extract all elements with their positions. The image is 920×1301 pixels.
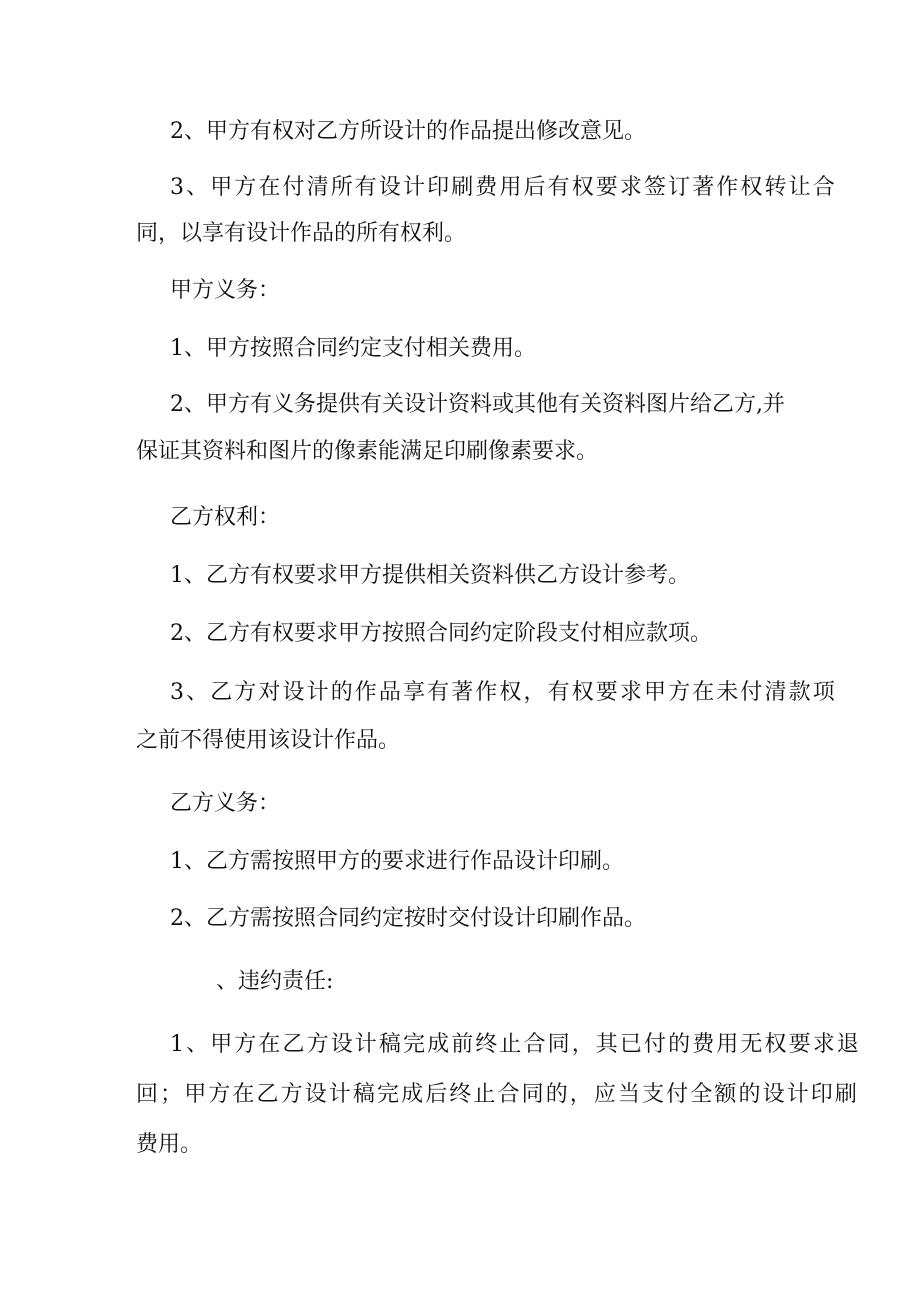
section-heading-breach-liability: 、违约责任: bbox=[216, 969, 334, 994]
right-3-copyright-line-2: 同，以享有设计作品的所有权利。 bbox=[136, 221, 467, 246]
section-heading-party-a-obligations: 甲方义务： bbox=[170, 278, 281, 303]
b-right-2-payment-line: 2、乙方有权要求甲方按照合同约定阶段支付相应款项。 bbox=[170, 621, 712, 646]
liability-1-line-2: 回；甲方在乙方设计稿完成后终止合同的，应当支付全额的设计印刷 bbox=[136, 1082, 860, 1107]
obligation-2-materials-line-2: 保证其资料和图片的像素能满足印刷像素要求。 bbox=[136, 439, 599, 464]
section-heading-party-b-rights: 乙方权利： bbox=[170, 505, 281, 530]
right-3-copyright-line-1: 3、甲方在付清所有设计印刷费用后有权要求签订著作权转让合 bbox=[170, 175, 837, 200]
right-2-modification-line: 2、甲方有权对乙方所设计的作品提出修改意见。 bbox=[170, 119, 646, 144]
b-right-3-copyright-line-2: 之前不得使用该设计作品。 bbox=[136, 728, 401, 753]
obligation-1-payment-line: 1、甲方按照合同约定支付相关费用。 bbox=[170, 336, 536, 361]
section-heading-party-b-obligations: 乙方义务： bbox=[170, 791, 281, 816]
liability-1-line-3: 费用。 bbox=[136, 1132, 203, 1157]
b-obligation-2-delivery-line: 2、乙方需按照合同约定按时交付设计印刷作品。 bbox=[170, 906, 646, 931]
b-right-1-reference-line: 1、乙方有权要求甲方提供相关资料供乙方设计参考。 bbox=[170, 563, 690, 588]
obligation-2-materials-line-1: 2、甲方有义务提供有关设计资料或其他有关资料图片给乙方,并 bbox=[170, 392, 785, 417]
liability-1-line-1: 1、甲方在乙方设计稿完成前终止合同，其已付的费用无权要求退 bbox=[170, 1032, 861, 1057]
b-obligation-1-design-line: 1、乙方需按照甲方的要求进行作品设计印刷。 bbox=[170, 849, 624, 874]
b-right-3-copyright-line-1: 3、乙方对设计的作品享有著作权，有权要求甲方在未付清款项 bbox=[170, 680, 837, 705]
